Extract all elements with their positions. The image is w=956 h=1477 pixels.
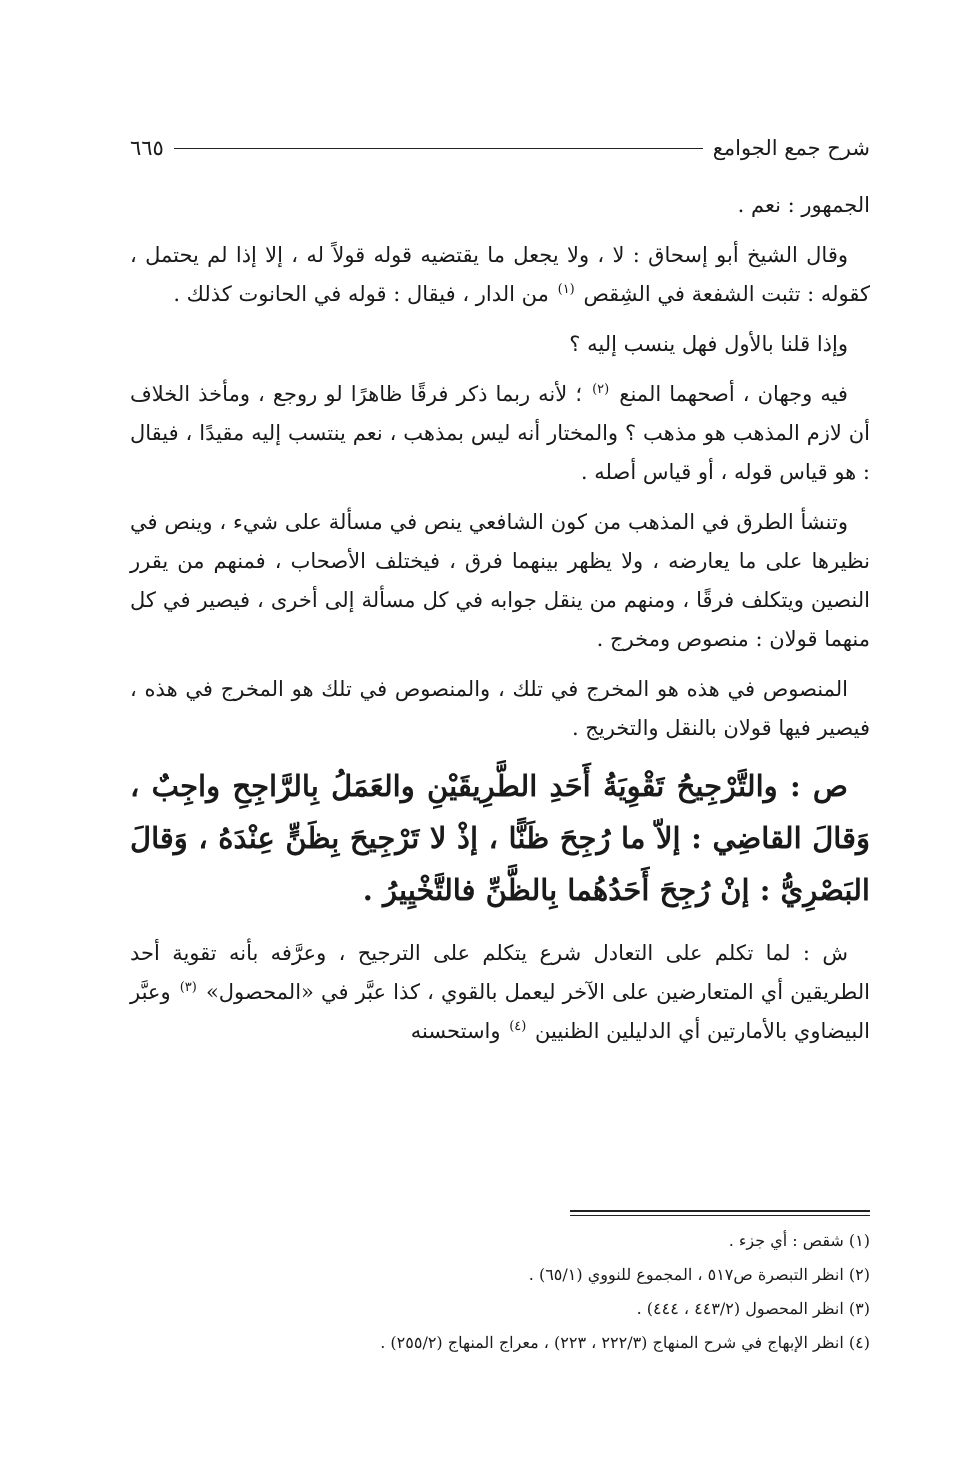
footnote: (٣) انظر المحصول (٤٤٣/٢ ، ٤٤٤) . bbox=[636, 1299, 870, 1318]
main-text bbox=[130, 186, 870, 1062]
paragraph: وتنشأ الطرق في المذهب من كون الشافعي ينص في مسألة على شيء ، وينص في نظيرها على ما يعارضه ، ولا يظهر بينهما فرق ، فيختلف الأصحاب ، فمنهم من يقرر النصين ويتكلف فرقًا ، ومنهم من ينقل جوابه في كل مسألة إلى أخرى ، فيصير في كل منهما قولان : منصوص ومخرج . bbox=[130, 510, 870, 651]
running-header bbox=[130, 130, 870, 166]
footnote: (٢) انظر التبصرة ص٥١٧ ، المجموع للنووي (٦٥/١) . bbox=[528, 1265, 870, 1284]
footnote-marker[interactable]: (٤) bbox=[509, 1019, 527, 1034]
paragraph: المنصوص في هذه هو المخرج في تلك ، والمنصوص في تلك هو المخرج في هذه ، فيصير فيها قولان بالنقل والتخريج . bbox=[130, 677, 870, 740]
footnotes bbox=[130, 1226, 870, 1362]
footnote-marker[interactable]: (٢) bbox=[592, 382, 610, 397]
paragraph: فيه وجهان ، أصحهما المنع $^{(٢)}$ ؛ لأنه ربما ذكر فرقًا ظاهرًا لو روجع ، ومأخذ الخلاف أن لازم المذهب هو مذهب ؟ والمختار أنه ليس بمذهب ، نعم ينتسب إليه مقيدًا ، فيقال : هو قياس قوله ، أو قياس أصله . bbox=[130, 382, 870, 484]
sharh-paragraph: ش : لما تكلم على التعادل شرع يتكلم على الترجيح ، وعرَّفه بأنه تقوية أحد الطريقين أي المتعارضين على الآخر ليعمل بالقوي ، كذا عبَّر في «المحصول» $^{(٣)}$ وعبَّر البيضاوي بالأمارتين أي الدليلين الظنيين $^{(٤)}$ واستحسنه bbox=[130, 941, 870, 1043]
header-rule bbox=[174, 148, 703, 149]
paragraph: الجمهور : نعم . bbox=[737, 193, 870, 217]
footnote: (٤) انظر الإبهاج في شرح المنهاج (٢٢٢/٣ ، ٢٢٣) ، معراج المنهاج (٢٥٥/٢) . bbox=[380, 1333, 870, 1352]
paragraph: وقال الشيخ أبو إسحاق : لا ، ولا يجعل ما يقتضيه قوله قولاً له ، إلا إذا لم يحتمل ، كقوله : تثبت الشفعة في الشِقص $^{(١)}$ من الدار ، فيقال : قوله في الحانوت كذلك . bbox=[130, 243, 870, 306]
matn-text: ص : والتَّرْجِيحُ تَقْوِيَةُ أَحَدِ الطَّرِيقَيْنِ والعَمَلُ بِالرَّاجِحِ واجِبٌ ، وَقالَ القاضِي : إلاّ ما رُجِحَ ظَنًّا ، إذْ لا تَرْجِيحَ بِظَنٍّ عِنْدَهُ ، وَقالَ البَصْرِيُّ : إنْ رُجِحَ أَحَدُهُما بِالظَّنِّ فالتَّخْيِيرُ . bbox=[130, 769, 870, 907]
footnote-marker[interactable]: (٣) bbox=[179, 980, 197, 995]
footnote-marker[interactable]: (١) bbox=[557, 282, 575, 297]
footnote-separator bbox=[570, 1210, 870, 1216]
paragraph: وإذا قلنا بالأول فهل ينسب إليه ؟ bbox=[569, 332, 848, 356]
page-number: ٦٦٥ bbox=[130, 136, 164, 160]
book-title: شرح جمع الجوامع bbox=[712, 136, 870, 160]
book-page bbox=[130, 120, 870, 1420]
footnote: (١) شقص : أي جزء . bbox=[728, 1231, 870, 1250]
